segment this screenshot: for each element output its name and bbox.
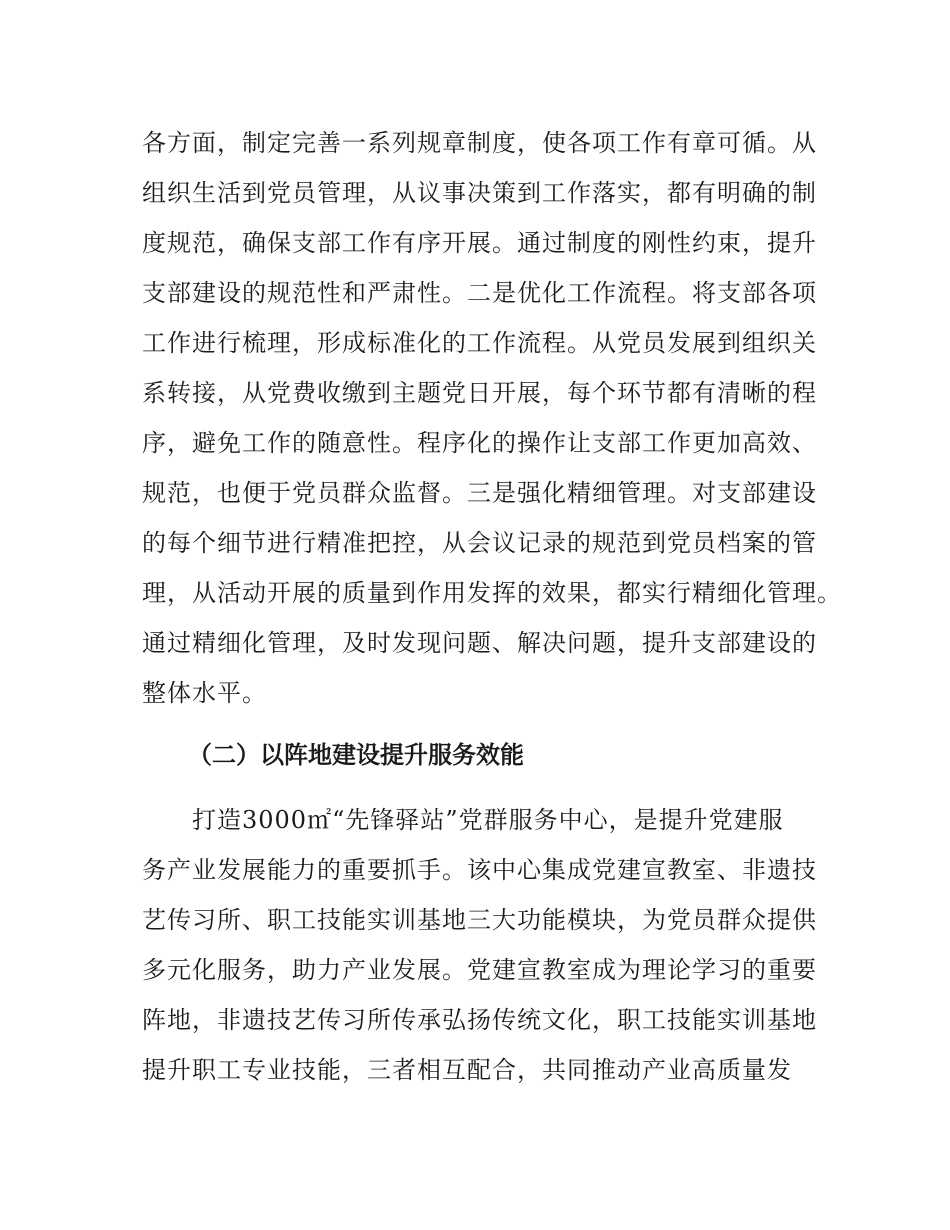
paragraph-1-line-1: 各方面，制定完善一系列规章制度，使各项工作有章可循。从 bbox=[142, 129, 817, 157]
paragraph-1-line-5: 工作进行梳理，形成标准化的工作流程。从党员发展到组织关 bbox=[142, 329, 817, 357]
section-heading: （二）以阵地建设提升服务效能 bbox=[188, 741, 524, 769]
paragraph-1-line-3: 度规范，确保支部工作有序开展。通过制度的刚性约束，提升 bbox=[142, 229, 817, 257]
paragraph-1-line-2: 组织生活到党员管理，从议事决策到工作落实，都有明确的制 bbox=[142, 179, 817, 207]
paragraph-2-line-5: 阵地，非遗技艺传习所传承弘扬传统文化，职工技能实训基地 bbox=[142, 1006, 817, 1034]
paragraph-1-line-10: 理，从活动开展的质量到作用发挥的效果，都实行精细化管理。 bbox=[142, 579, 842, 607]
paragraph-2-line-4: 多元化服务，助力产业发展。党建宣教室成为理论学习的重要 bbox=[142, 956, 817, 984]
paragraph-1-line-11: 通过精细化管理，及时发现问题、解决问题，提升支部建设的 bbox=[142, 629, 817, 657]
paragraph-2-line-6: 提升职工专业技能，三者相互配合，共同推动产业高质量发 bbox=[142, 1056, 792, 1084]
paragraph-1-line-4: 支部建设的规范性和严肃性。二是优化工作流程。将支部各项 bbox=[142, 279, 817, 307]
paragraph-1-line-9: 的每个细节进行精准把控，从会议记录的规范到党员档案的管 bbox=[142, 529, 817, 557]
paragraph-1-line-7: 序，避免工作的随意性。程序化的操作让支部工作更加高效、 bbox=[142, 429, 817, 457]
paragraph-2-line-3: 艺传习所、职工技能实训基地三大功能模块，为党员群众提供 bbox=[142, 906, 817, 934]
paragraph-1-line-8: 规范，也便于党员群众监督。三是强化精细管理。对支部建设 bbox=[142, 479, 817, 507]
paragraph-2-line-1: 打造3000㎡“先锋驿站”党群服务中心，是提升党建服 bbox=[192, 806, 784, 834]
paragraph-1-line-6: 系转接，从党费收缴到主题党日开展，每个环节都有清晰的程 bbox=[142, 379, 817, 407]
paragraph-1-line-12: 整体水平。 bbox=[142, 679, 267, 707]
paragraph-2-line-2: 务产业发展能力的重要抓手。该中心集成党建宣教室、非遗技 bbox=[142, 856, 817, 884]
